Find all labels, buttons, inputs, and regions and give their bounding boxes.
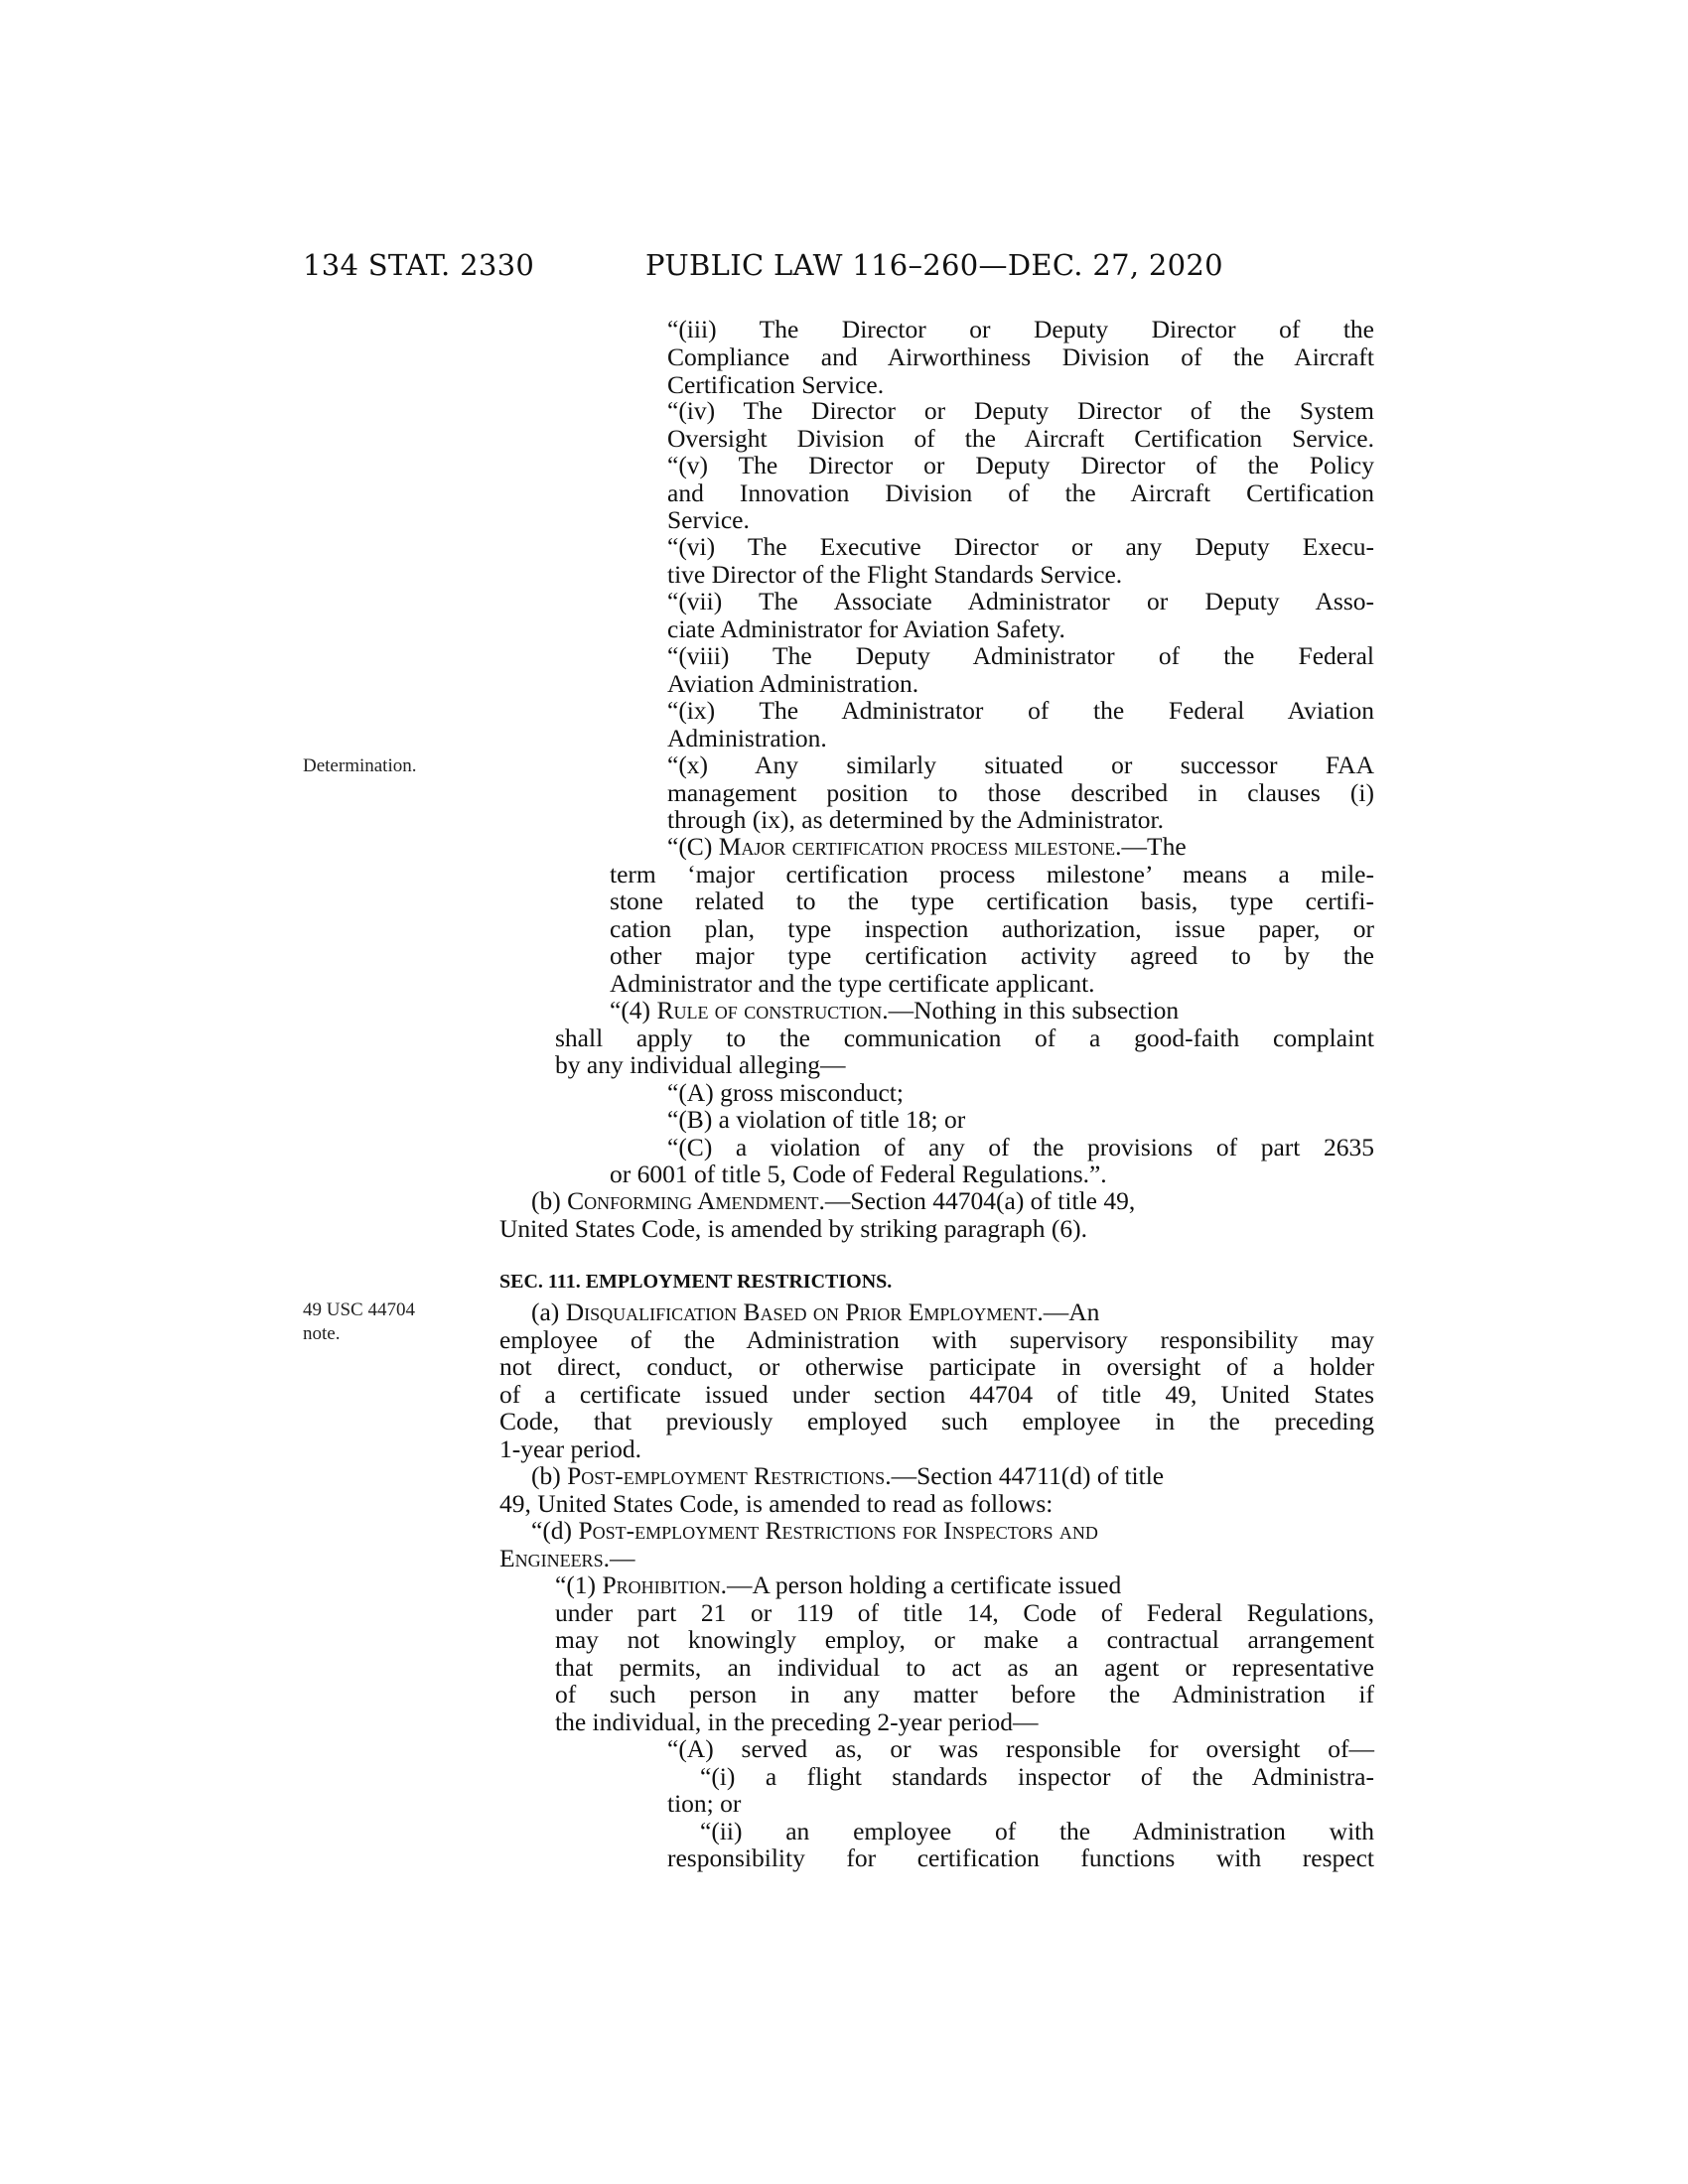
clause-number: “(4) (610, 996, 651, 1024)
clause-number: “(1) (555, 1570, 597, 1599)
text-line: “(vi) The Executive Director or any Deputy Execu- (667, 532, 1374, 561)
term-heading: Post-employment Restrictions for Inspectors and (578, 1516, 1098, 1545)
term-heading: Post-employment Restrictions (567, 1461, 886, 1490)
text-line: “(iv) The Director or Deputy Director of the System (667, 396, 1374, 425)
text-line: and Innovation Division of the Aircraft Certification (667, 478, 1374, 507)
text-line: Service. (667, 505, 750, 534)
text-line: other major type certification activity agreed to by the (610, 941, 1374, 970)
text-run: .— (603, 1544, 635, 1572)
text-line: Aviation Administration. (667, 669, 919, 698)
text-line: Administrator and the type certificate applicant. (610, 969, 1095, 998)
text-line (531, 1517, 1098, 1545)
text-line: “(viii) The Deputy Administrator of the Federal (667, 641, 1374, 670)
text-run: .—The (1115, 832, 1187, 861)
text-run: .—Section 44711(d) of title (885, 1461, 1165, 1490)
text-line (531, 1298, 1099, 1326)
text-line: Certification Service. (667, 370, 885, 399)
text-line: Administration. (667, 724, 827, 752)
text-line: employee of the Administration with supervisory responsibility may (499, 1325, 1374, 1354)
term-heading: Engineers (499, 1544, 604, 1572)
text-run: .—A person holding a certificate issued (720, 1570, 1122, 1599)
page-stat-number: 134 STAT. 2330 (303, 248, 535, 282)
subsection-letter: (b) (531, 1461, 561, 1490)
running-head: PUBLIC LAW 116–260—DEC. 27, 2020 (645, 248, 1223, 282)
text-line (610, 997, 1179, 1024)
text-line: by any individual alleging— (555, 1050, 846, 1079)
text-line: 1-year period. (499, 1434, 642, 1463)
term-heading: Prohibition (602, 1570, 721, 1599)
subsection-letter: “(d) (531, 1516, 573, 1545)
text-line: stone related to the type certification basis, type certifi- (610, 887, 1374, 915)
term-heading: Conforming Amendment (567, 1186, 819, 1215)
text-run: .—An (1037, 1297, 1100, 1326)
text-line: “(ii) an employee of the Administration with (700, 1817, 1374, 1845)
text-line: “(C) a violation of any of the provisions of part 2635 (667, 1133, 1374, 1161)
text-line: “(v) The Director or Deputy Director of the Policy (667, 451, 1374, 479)
text-line: “(iii) The Director or Deputy Director of the (667, 315, 1374, 343)
term-heading: Rule of construction (656, 996, 883, 1024)
text-line (531, 1462, 1164, 1490)
text-line: “(A) served as, or was responsible for oversight of— (667, 1734, 1374, 1763)
margin-note-usc (303, 1298, 415, 1346)
text-line: “(x) Any similarly situated or successor FAA (667, 751, 1374, 779)
text-line: the individual, in the preceding 2-year period— (555, 1707, 1039, 1736)
text-line: may not knowingly employ, or make a contractual arrangement (555, 1625, 1374, 1654)
text-line: or 6001 of title 5, Code of Federal Regulations.”. (610, 1160, 1107, 1188)
text-line: “(A) gross misconduct; (667, 1078, 904, 1107)
text-line: responsibility for certification functions with respect (667, 1843, 1374, 1872)
text-line: shall apply to the communication of a good-faith complaint (555, 1024, 1374, 1052)
text-line: through (ix), as determined by the Administrator. (667, 805, 1164, 834)
text-line (531, 1187, 1135, 1215)
text-line: under part 21 or 119 of title 14, Code of Federal Regulations, (555, 1598, 1374, 1627)
margin-note-usc-line2: note. (303, 1323, 341, 1344)
text-line: “(vii) The Associate Administrator or Deputy Asso- (667, 587, 1374, 615)
text-line: that permits, an individual to act as an agent or representative (555, 1653, 1374, 1682)
text-line (667, 833, 1374, 861)
text-line: “(i) a flight standards inspector of the Administra- (700, 1762, 1374, 1791)
text-line: United States Code, is amended by striking paragraph (6). (499, 1214, 1088, 1243)
text-line: ciate Administrator for Aviation Safety. (667, 614, 1065, 643)
text-line: term ‘major certification process milestone’ means a mile- (610, 860, 1374, 888)
text-line: tion; or (667, 1789, 742, 1818)
text-line: “(B) a violation of title 18; or (667, 1105, 966, 1134)
text-line: Oversight Division of the Aircraft Certification Service. (667, 424, 1374, 453)
subsection-letter: (a) (531, 1297, 560, 1326)
term-heading: Disqualification Based on Prior Employment (565, 1297, 1038, 1326)
text-line: of such person in any matter before the Administration if (555, 1680, 1374, 1708)
text-line: management position to those described in clauses (i) (667, 778, 1374, 807)
text-run: .—Section 44704(a) of title 49, (818, 1186, 1136, 1215)
term-heading: Major certification process milestone (718, 832, 1116, 861)
text-line: 49, United States Code, is amended to read as follows: (499, 1489, 1054, 1518)
margin-note-usc-line1: 49 USC 44704 (303, 1299, 415, 1320)
text-line (499, 1545, 634, 1572)
text-line: “(ix) The Administrator of the Federal Aviation (667, 696, 1374, 725)
text-line: not direct, conduct, or otherwise participate in oversight of a holder (499, 1352, 1374, 1381)
text-line: tive Director of the Flight Standards Service. (667, 560, 1123, 589)
section-heading: SEC. 111. EMPLOYMENT RESTRICTIONS. (499, 1271, 893, 1293)
text-line: Compliance and Airworthiness Division of the Aircraft (667, 342, 1374, 371)
text-line: cation plan, type inspection authorization, issue paper, or (610, 914, 1374, 943)
clause-number: “(C) (667, 832, 713, 861)
text-line: Code, that previously employed such employee in the preceding (499, 1407, 1374, 1435)
text-run: .—Nothing in this subsection (882, 996, 1180, 1024)
text-line (555, 1571, 1121, 1599)
subsection-letter: (b) (531, 1186, 561, 1215)
margin-note-determination: Determination. (303, 755, 417, 776)
text-line: of a certificate issued under section 44704 of title 49, United States (499, 1380, 1374, 1409)
